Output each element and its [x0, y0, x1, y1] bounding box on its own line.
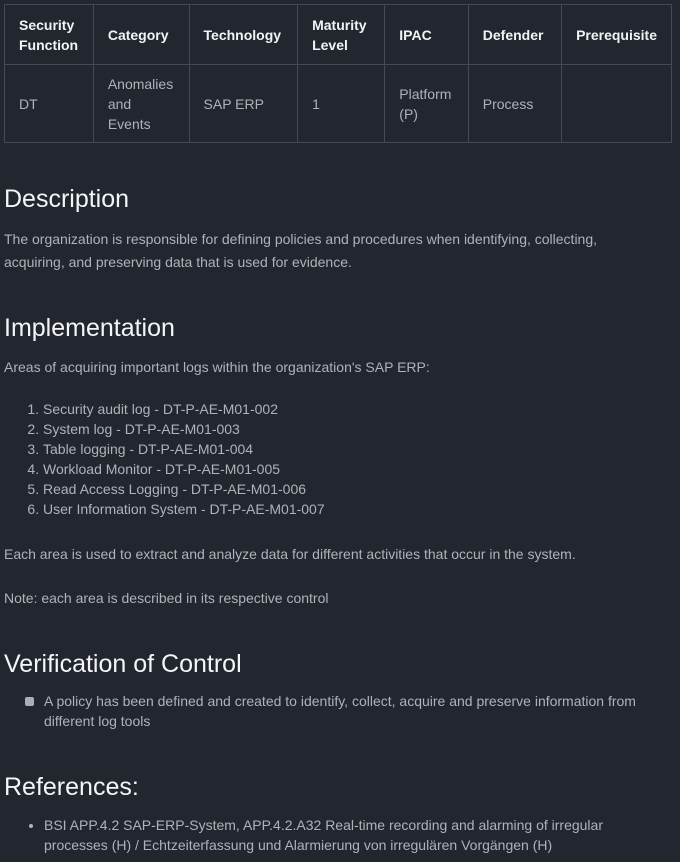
verification-heading: Verification of Control — [4, 650, 242, 678]
table-row — [5, 65, 672, 143]
header-defender: Defender — [468, 5, 561, 65]
implementation-note: Note: each area is described in its respective control — [4, 590, 329, 606]
list-item: 5. Read Access Logging - DT-P-AE-M01-006 — [43, 479, 325, 499]
checklist-item-text: A policy has been defined and created to identify, collect, acquire and preserve information from different log tools — [44, 693, 636, 729]
table-header-row — [5, 5, 672, 65]
cell-technology: SAP ERP — [189, 65, 298, 143]
header-security-function: Security Function — [5, 5, 94, 65]
list-item: 6. User Information System - DT-P-AE-M01-007 — [43, 499, 325, 519]
references-list — [4, 815, 664, 855]
checkbox-icon[interactable] — [25, 697, 34, 706]
header-category: Category — [93, 5, 189, 65]
cell-ipac: Platform (P) — [385, 65, 468, 143]
header-maturity-level: Maturity Level — [298, 5, 385, 65]
list-item: 4. Workload Monitor - DT-P-AE-M01-005 — [43, 459, 325, 479]
cell-prerequisite — [562, 65, 672, 143]
cell-security-function: DT — [5, 65, 94, 143]
verification-checklist — [4, 691, 664, 731]
list-item: 2. System log - DT-P-AE-M01-003 — [43, 419, 325, 439]
implementation-summary: Each area is used to extract and analyze data for different activities that occur in the system. — [4, 546, 576, 562]
description-heading: Description — [4, 185, 130, 213]
implementation-heading: Implementation — [4, 314, 175, 342]
cell-maturity-level: 1 — [298, 65, 385, 143]
list-item: 3. Table logging - DT-P-AE-M01-004 — [43, 439, 325, 459]
header-ipac: IPAC — [385, 5, 468, 65]
implementation-intro: Areas of acquiring important logs within the organization's SAP ERP: — [4, 359, 430, 375]
control-metadata-table — [4, 4, 672, 143]
list-item: 1. Security audit log - DT-P-AE-M01-002 — [43, 399, 325, 419]
references-heading: References: — [4, 773, 139, 801]
cell-defender: Process — [468, 65, 561, 143]
checklist-item — [4, 691, 664, 731]
log-areas-list — [4, 399, 325, 519]
header-prerequisite: Prerequisite — [562, 5, 672, 65]
description-text: The organization is responsible for defining policies and procedures when identifying, collecting, acquiring, and preserving data that is used for evidence. — [4, 231, 598, 270]
reference-item: • BSI APP.4.2 SAP-ERP-System, APP.4.2.A32 Real-time recording and alarming of irregular processes (H) / Echtzeiterfassung und Alarmierung von irregulären Vorgängen (H) — [44, 815, 664, 855]
header-technology: Technology — [189, 5, 298, 65]
cell-category: Anomalies and Events — [93, 65, 189, 143]
